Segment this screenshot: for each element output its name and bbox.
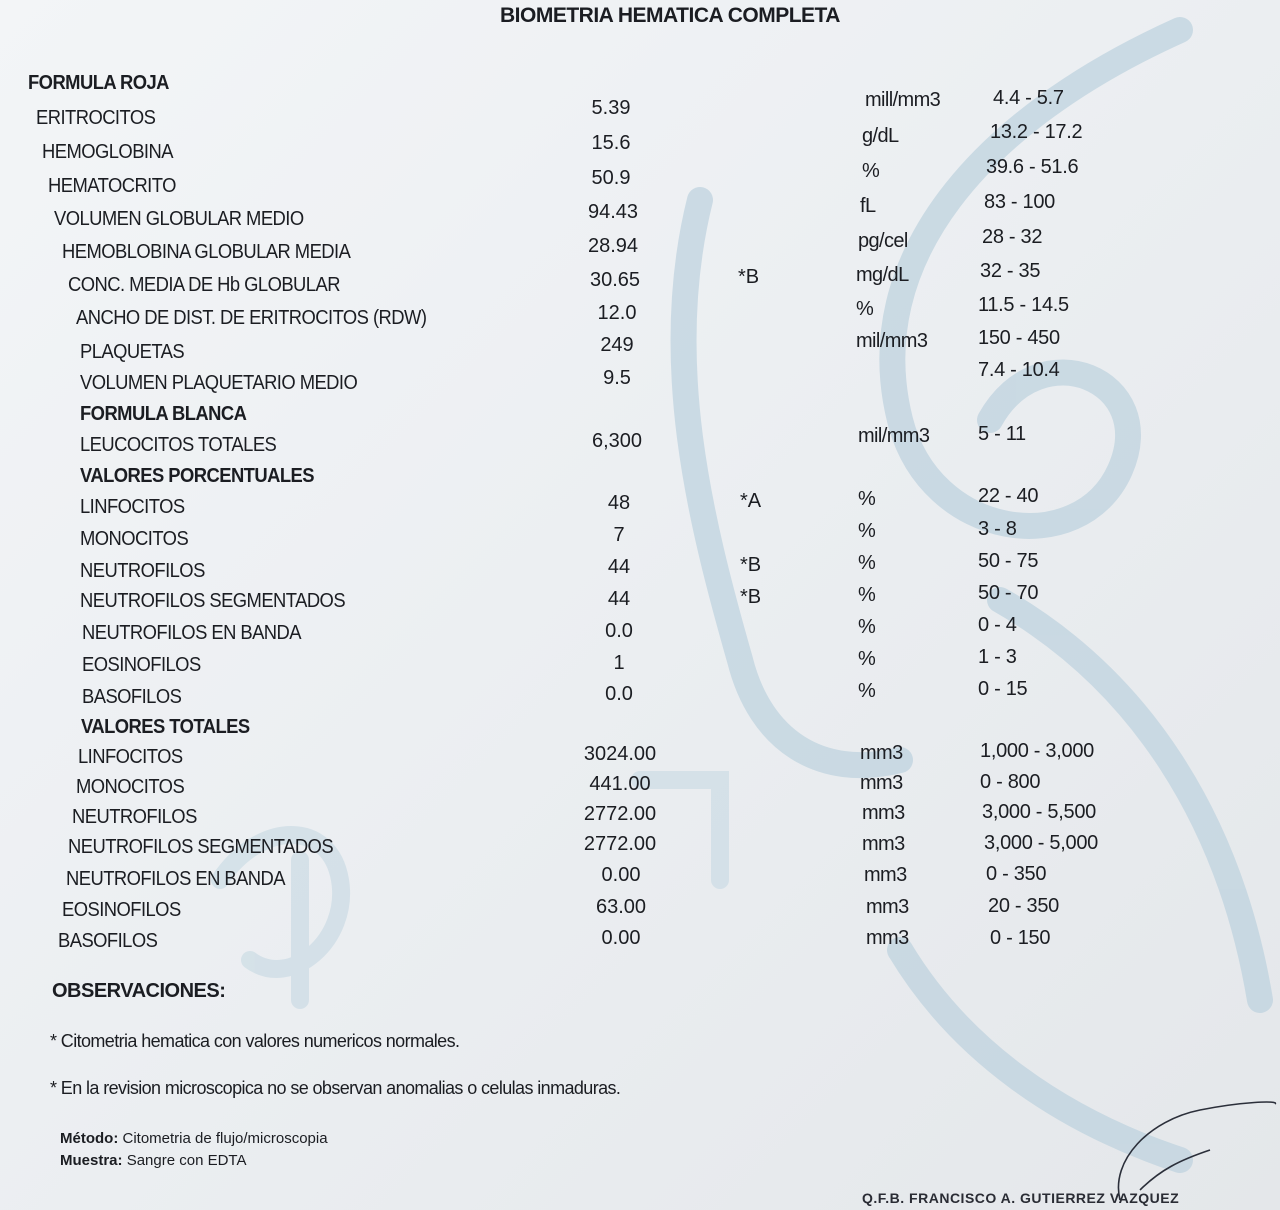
metodo-label: Método: (60, 1130, 119, 1147)
test-range: 13.2 - 17.2 (990, 121, 1083, 143)
test-range: 50 - 75 (978, 550, 1039, 572)
test-range: 32 - 35 (980, 260, 1041, 282)
abnormal-flag: *B (740, 586, 762, 608)
test-name: NEUTROFILOS SEGMENTADOS (80, 590, 346, 612)
test-value: 28.94 (587, 235, 639, 257)
test-value: 9.5 (603, 367, 631, 389)
report-title: BIOMETRIA HEMATICA COMPLETA (500, 4, 840, 27)
test-unit: fL (860, 195, 876, 217)
test-value: 1 (613, 652, 625, 674)
test-value: 0.00 (601, 864, 641, 886)
test-name: NEUTROFILOS EN BANDA (66, 868, 286, 890)
test-name: HEMOGLOBINA (42, 141, 173, 163)
test-value: 0.0 (605, 620, 633, 642)
test-range: 3 - 8 (978, 518, 1017, 540)
test-value: 50.9 (591, 167, 631, 189)
test-range: 0 - 4 (978, 614, 1017, 636)
abnormal-flag: *B (740, 554, 762, 576)
test-unit: mm3 (860, 742, 903, 764)
test-unit: % (856, 298, 874, 320)
test-value: 249 (600, 334, 634, 356)
muestra-line (60, 1152, 246, 1169)
test-range: 3,000 - 5,000 (984, 832, 1098, 854)
muestra-value: Sangre con EDTA (126, 1152, 247, 1169)
test-range: 7.4 - 10.4 (978, 359, 1060, 381)
test-range: 0 - 150 (990, 927, 1051, 949)
test-unit: mm3 (866, 896, 909, 918)
test-unit: mm3 (862, 833, 905, 855)
test-unit: % (862, 160, 880, 182)
test-value: 2772.00 (583, 833, 657, 855)
test-value: 44 (607, 556, 631, 578)
test-range: 83 - 100 (984, 191, 1055, 213)
test-unit: % (858, 552, 876, 574)
test-unit: % (858, 616, 876, 638)
test-range: 20 - 350 (988, 895, 1059, 917)
muestra-label: Muestra: (60, 1152, 123, 1169)
test-name: NEUTROFILOS (72, 806, 197, 828)
test-value: 12.0 (597, 302, 637, 324)
test-unit: mil/mm3 (858, 425, 930, 447)
abnormal-flag: *A (740, 490, 762, 512)
test-unit: pg/cel (858, 230, 908, 252)
test-value: 3024.00 (583, 743, 657, 765)
test-unit: % (858, 488, 876, 510)
test-name: EOSINOFILOS (62, 899, 181, 921)
test-name: LINFOCITOS (80, 496, 185, 518)
test-range: 0 - 350 (986, 863, 1047, 885)
test-value: 441.00 (589, 773, 651, 795)
test-range: 0 - 15 (978, 678, 1028, 700)
test-name: VOLUMEN PLAQUETARIO MEDIO (80, 372, 358, 394)
test-unit: mil/mm3 (856, 330, 928, 352)
test-range: 1 - 3 (978, 646, 1017, 668)
test-value: 2772.00 (583, 803, 657, 825)
test-range: 3,000 - 5,500 (982, 801, 1096, 823)
test-unit: mm3 (866, 927, 909, 949)
observation-note: * Citometria hematica con valores numericos normales. (50, 1031, 460, 1051)
signer-name: Q.F.B. FRANCISCO A. GUTIERREZ VAZQUEZ (862, 1190, 1180, 1206)
test-value: 94.43 (587, 201, 639, 223)
section-formula-blanca: FORMULA BLANCA (80, 403, 247, 425)
test-unit: % (858, 584, 876, 606)
test-name: PLAQUETAS (80, 341, 185, 363)
test-value: 30.65 (589, 269, 641, 291)
test-range: 4.4 - 5.7 (993, 87, 1064, 109)
test-unit: % (858, 648, 876, 670)
test-name: CONC. MEDIA DE Hb GLOBULAR (68, 274, 340, 296)
metodo-line (60, 1130, 328, 1147)
test-value: 15.6 (591, 132, 631, 154)
test-name: EOSINOFILOS (82, 654, 201, 676)
test-name: MONOCITOS (80, 528, 189, 550)
test-range: 39.6 - 51.6 (986, 156, 1079, 178)
test-value: 48 (607, 492, 631, 514)
test-range: 11.5 - 14.5 (978, 294, 1069, 316)
section-valores-porcentuales: VALORES PORCENTUALES (80, 465, 314, 487)
test-name: HEMOBLOBINA GLOBULAR MEDIA (62, 241, 351, 263)
section-valores-totales: VALORES TOTALES (81, 716, 250, 738)
test-name: NEUTROFILOS EN BANDA (82, 622, 302, 644)
test-name: ERITROCITOS (36, 107, 156, 129)
test-value: 0.00 (601, 927, 641, 949)
test-unit: mm3 (862, 802, 905, 824)
test-name: BASOFILOS (58, 930, 158, 952)
observaciones-title: OBSERVACIONES: (52, 980, 226, 1002)
test-value: 63.00 (595, 896, 647, 918)
test-value: 6,300 (591, 430, 643, 452)
metodo-value: Citometria de flujo/microscopia (122, 1130, 328, 1147)
test-range: 1,000 - 3,000 (980, 740, 1094, 762)
abnormal-flag: *B (738, 266, 760, 288)
test-name: ANCHO DE DIST. DE ERITROCITOS (RDW) (76, 307, 427, 329)
test-name: LEUCOCITOS TOTALES (80, 434, 277, 456)
test-value: 44 (607, 588, 631, 610)
test-unit: % (858, 520, 876, 542)
test-range: 0 - 800 (980, 771, 1041, 793)
test-name: MONOCITOS (76, 776, 185, 798)
observation-note: * En la revision microscopica no se observan anomalias o celulas inmaduras. (50, 1078, 621, 1098)
test-name: LINFOCITOS (78, 746, 183, 768)
test-value: 5.39 (591, 97, 631, 119)
test-range: 150 - 450 (978, 327, 1060, 349)
test-unit: mill/mm3 (865, 89, 941, 111)
test-range: 22 - 40 (978, 485, 1039, 507)
test-unit: g/dL (862, 125, 899, 147)
test-name: NEUTROFILOS (80, 560, 205, 582)
test-range: 50 - 70 (978, 582, 1039, 604)
section-formula-roja: FORMULA ROJA (28, 72, 169, 94)
test-value: 7 (613, 524, 625, 546)
test-name: VOLUMEN GLOBULAR MEDIO (54, 208, 304, 230)
test-unit: mm3 (864, 864, 907, 886)
test-unit: % (858, 680, 876, 702)
test-name: HEMATOCRITO (48, 175, 176, 197)
test-unit: mg/dL (856, 264, 909, 286)
test-value: 0.0 (605, 683, 633, 705)
test-name: BASOFILOS (82, 686, 182, 708)
test-range: 28 - 32 (982, 226, 1043, 248)
test-range: 5 - 11 (978, 423, 1026, 445)
test-name: NEUTROFILOS SEGMENTADOS (68, 836, 334, 858)
test-unit: mm3 (860, 772, 903, 794)
